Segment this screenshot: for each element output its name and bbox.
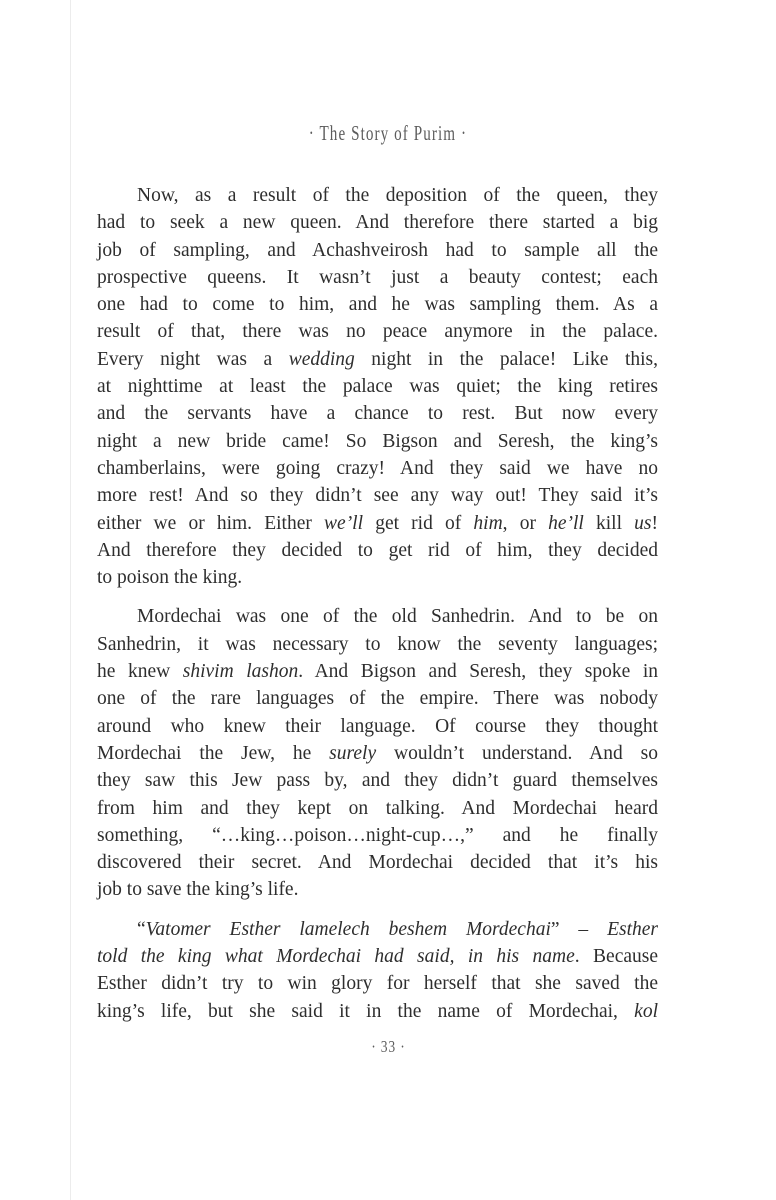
text-line: And therefore they decided to get rid of him, they decided <box>97 539 658 561</box>
paragraph <box>97 182 658 591</box>
text-line: “Vatomer Esther lamelech beshem Mordechai” – Esther <box>137 918 659 940</box>
text-line: prospective queens. It wasn’t just a beauty contest; each <box>97 266 658 288</box>
text-line: told the king what Mordechai had said, in his name. Because <box>97 946 658 968</box>
text-line: Sanhedrin, it was necessary to know the seventy languages; <box>97 633 658 655</box>
paragraph <box>97 603 658 903</box>
text-line: Esther didn’t try to win glory for herself that she saved the <box>97 973 658 995</box>
page-edge-line <box>70 0 71 1200</box>
chapter-title: · The Story of Purim · <box>308 121 468 145</box>
text-line: around who knew their language. Of course they thought <box>97 715 658 737</box>
running-header <box>0 121 776 146</box>
text-line: night a new bride came! So Bigson and Seresh, the king’s <box>97 430 658 452</box>
text-line: he knew shivim lashon. And Bigson and Seresh, they spoke in <box>97 661 658 683</box>
text-line: one of the rare languages of the empire. There was nobody <box>97 688 658 710</box>
text-line: chamberlains, were going crazy! And they said we have no <box>97 457 658 479</box>
text-line: one had to come to him, and he was sampling them. As a <box>97 294 658 316</box>
text-line: at nighttime at least the palace was quiet; the king retires <box>97 376 658 398</box>
text-line: to poison the king. <box>97 567 243 589</box>
text-line: Mordechai was one of the old Sanhedrin. And to be on <box>137 606 658 628</box>
text-line: discovered their secret. And Mordechai decided that it’s his <box>97 852 658 874</box>
text-line: something, “…king…poison…night-cup…,” and he finally <box>97 824 658 846</box>
text-line: job of sampling, and Achashveirosh had to sample all the <box>97 239 658 261</box>
text-line: from him and they kept on talking. And Mordechai heard <box>97 797 658 819</box>
text-line: result of that, there was no peace anymore in the palace. <box>97 321 658 343</box>
paragraph <box>97 916 658 1025</box>
text-line: job to save the king’s life. <box>97 879 299 901</box>
page-number: · 33 · <box>370 1037 406 1056</box>
text-line: they saw this Jew pass by, and they didn’t guard themselves <box>97 770 658 792</box>
text-line: Mordechai the Jew, he surely wouldn’t understand. And so <box>97 742 658 764</box>
text-line: king’s life, but she said it in the name of Mordechai, kol <box>97 1000 658 1022</box>
text-line: Now, as a result of the deposition of the queen, they <box>137 185 658 206</box>
text-line: had to seek a new queen. And therefore there started a big <box>97 212 658 234</box>
text-line: and the servants have a chance to rest. But now every <box>97 403 658 425</box>
page-body <box>97 182 658 1037</box>
text-line: more rest! And so they didn’t see any way out! They said it’s <box>97 485 658 507</box>
page-footer <box>0 1037 776 1057</box>
text-line: either we or him. Either we’ll get rid of him, or he’ll kill us! <box>97 512 658 534</box>
text-line: Every night was a wedding night in the palace! Like this, <box>97 348 658 370</box>
